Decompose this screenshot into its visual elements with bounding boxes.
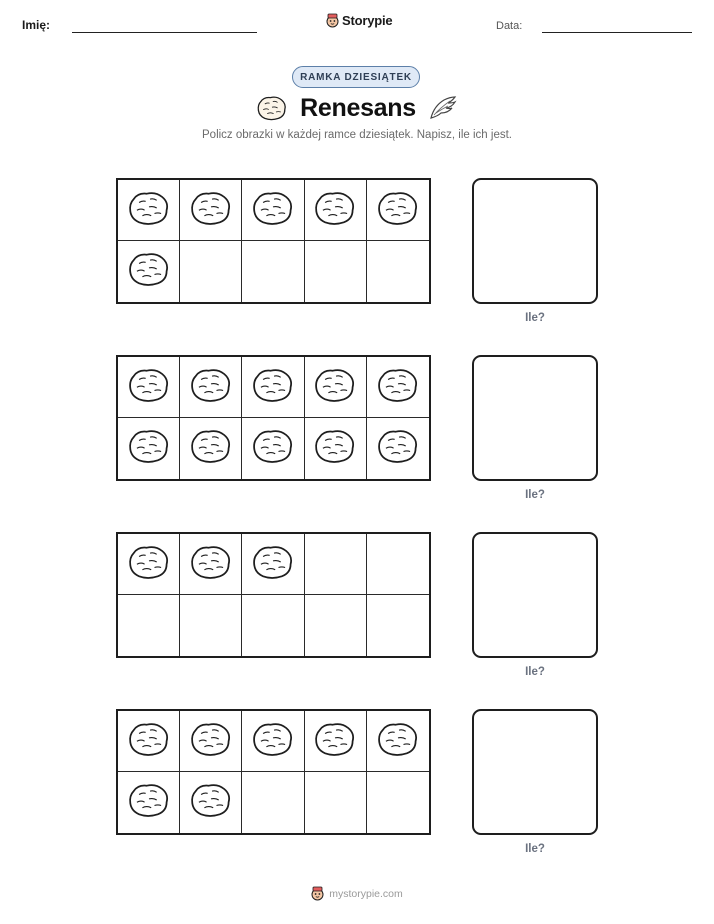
rock-icon — [127, 189, 171, 232]
name-input-line[interactable] — [72, 32, 257, 33]
rock-icon — [127, 781, 171, 824]
frame-cell — [242, 595, 304, 656]
frame-cell — [305, 772, 367, 833]
frame-cell — [305, 534, 367, 595]
name-label: Imię: — [22, 18, 51, 32]
frame-cell — [180, 595, 242, 656]
frame-cell — [367, 534, 429, 595]
rock-icon — [127, 427, 171, 470]
frame-cell — [367, 711, 429, 772]
frame-cell — [305, 180, 367, 241]
frame-cell — [118, 772, 180, 833]
rock-icon — [376, 189, 420, 232]
rock-icon — [189, 720, 233, 763]
frame-cell — [367, 772, 429, 833]
frame-cell — [118, 357, 180, 418]
footer-url: mystorypie.com — [329, 887, 403, 900]
frame-cell — [305, 357, 367, 418]
rock-icon — [251, 366, 295, 409]
rock-icon — [127, 250, 171, 293]
ten-frame-3 — [116, 532, 431, 658]
frame-cell — [118, 534, 180, 595]
frame-cell — [180, 241, 242, 302]
frame-cell — [305, 418, 367, 479]
rock-icon — [313, 366, 357, 409]
date-label: Data: — [496, 20, 523, 32]
rock-icon — [251, 427, 295, 470]
frame-cell — [305, 711, 367, 772]
frame-cell — [118, 418, 180, 479]
frame-cell — [242, 534, 304, 595]
frame-cell — [242, 772, 304, 833]
rock-icon — [127, 543, 171, 586]
frame-cell — [180, 711, 242, 772]
rock-icon — [189, 366, 233, 409]
brand-name: Storypie — [342, 13, 393, 28]
storypie-logo — [326, 13, 392, 28]
frame-cell — [242, 241, 304, 302]
frame-cell — [367, 357, 429, 418]
rock-icon — [313, 427, 357, 470]
mascot-icon — [326, 13, 339, 28]
rock-icon — [376, 366, 420, 409]
rock-icon — [127, 366, 171, 409]
answer-label-3: Ile? — [525, 666, 545, 678]
frame-cell — [367, 418, 429, 479]
frame-cell — [367, 180, 429, 241]
instructions: Policz obrazki w każdej ramce dziesiątek. Napisz, ile ich jest. — [202, 129, 512, 141]
answer-label-1: Ile? — [525, 312, 545, 324]
rock-icon — [251, 720, 295, 763]
rock-icon — [376, 720, 420, 763]
frame-cell — [242, 357, 304, 418]
worksheet-type-badge: RAMKA DZIESIĄTEK — [292, 66, 420, 88]
answer-label-4: Ile? — [525, 843, 545, 855]
rock-icon — [313, 720, 357, 763]
frame-cell — [367, 595, 429, 656]
frame-cell — [118, 241, 180, 302]
rock-icon — [251, 543, 295, 586]
answer-label-2: Ile? — [525, 489, 545, 501]
frame-cell — [242, 180, 304, 241]
frame-cell — [242, 418, 304, 479]
rock-icon — [189, 189, 233, 232]
rock-icon — [251, 189, 295, 232]
frame-cell — [180, 357, 242, 418]
answer-box-3[interactable] — [472, 532, 598, 658]
frame-cell — [118, 595, 180, 656]
frame-cell — [305, 595, 367, 656]
rock-icon — [189, 781, 233, 824]
answer-box-1[interactable] — [472, 178, 598, 304]
rock-icon — [189, 543, 233, 586]
ten-frame-4 — [116, 709, 431, 835]
rock-icon — [189, 427, 233, 470]
frame-cell — [118, 711, 180, 772]
frame-cell — [305, 241, 367, 302]
rock-icon — [376, 427, 420, 470]
answer-box-4[interactable] — [472, 709, 598, 835]
rock-icon — [256, 94, 288, 122]
wing-icon — [428, 94, 458, 122]
title-row — [0, 90, 714, 126]
frame-cell — [118, 180, 180, 241]
answer-box-2[interactable] — [472, 355, 598, 481]
frame-cell — [180, 534, 242, 595]
page-title: Renesans — [300, 93, 416, 122]
mascot-icon — [311, 886, 324, 901]
frame-cell — [180, 418, 242, 479]
frame-cell — [180, 180, 242, 241]
rock-icon — [313, 189, 357, 232]
footer — [0, 886, 714, 901]
ten-frame-1 — [116, 178, 431, 304]
ten-frame-2 — [116, 355, 431, 481]
frame-cell — [242, 711, 304, 772]
date-input-line[interactable] — [542, 32, 692, 33]
frame-cell — [367, 241, 429, 302]
frame-cell — [180, 772, 242, 833]
rock-icon — [127, 720, 171, 763]
